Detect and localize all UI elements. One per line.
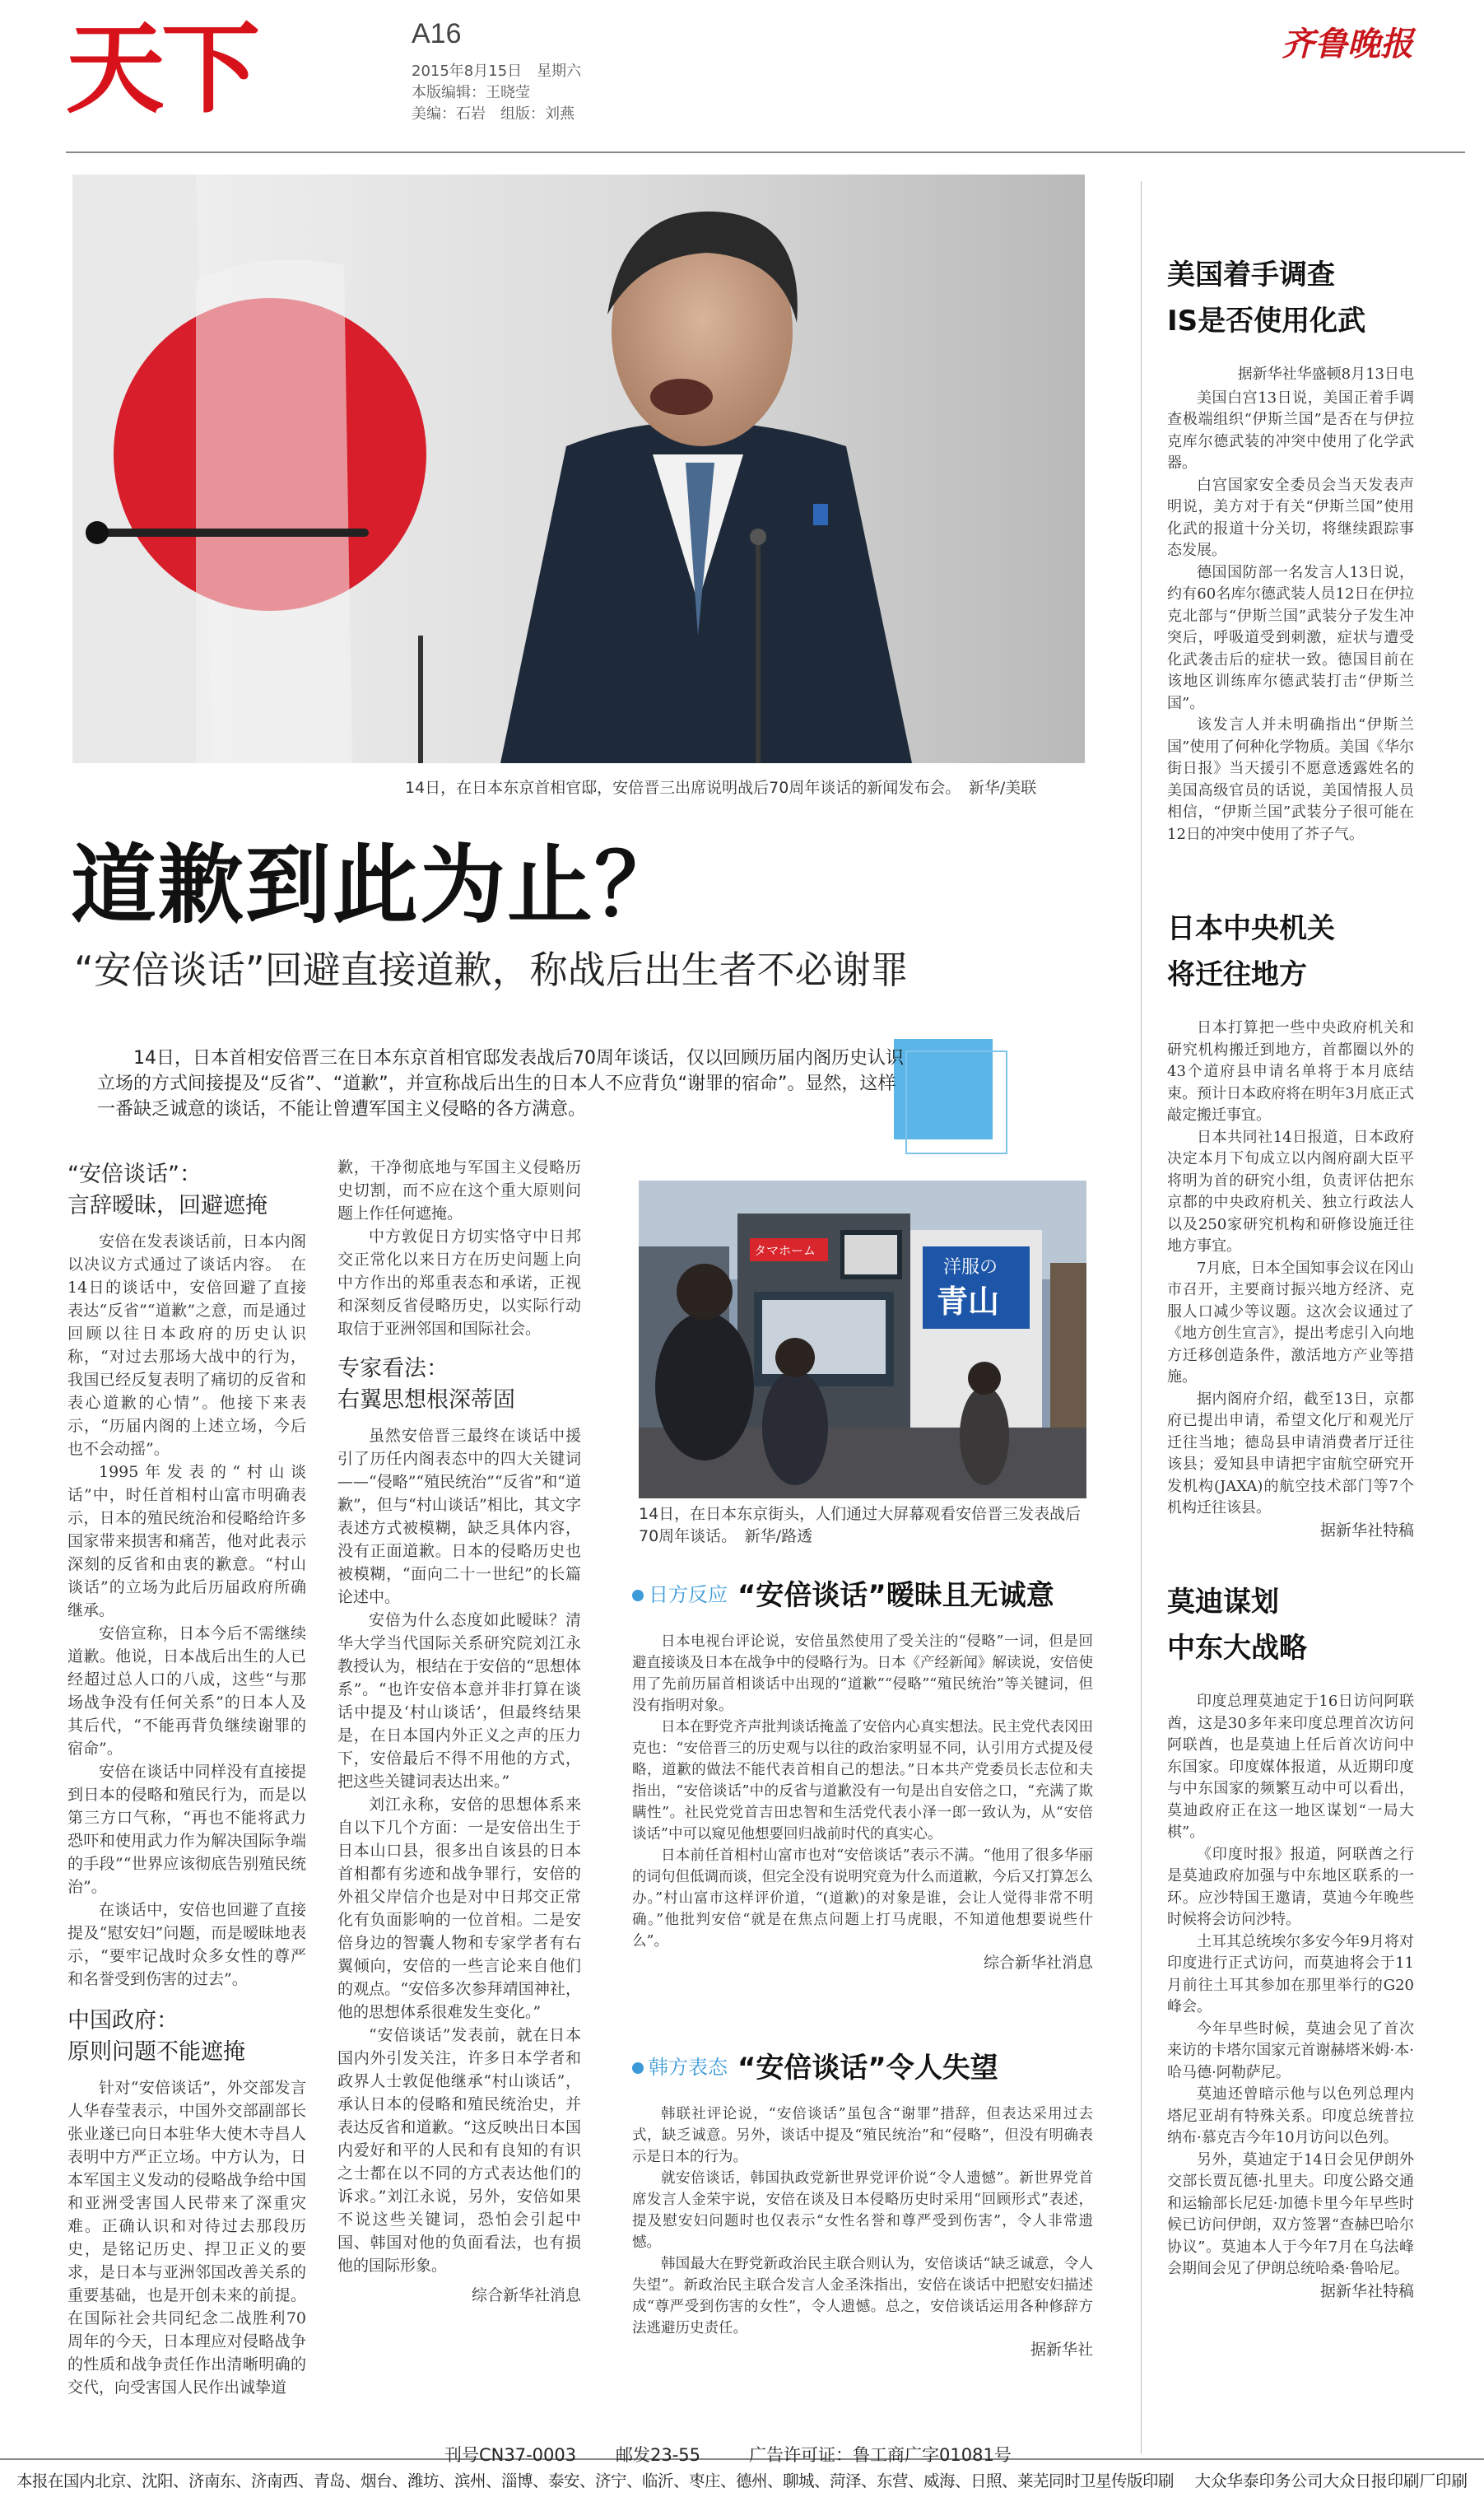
paragraph: 7月底，日本全国知事会议在冈山市召开，主要商讨振兴地方经济、克服人口减少等议题。这次会议通过了《地方创生宣言》，提出考虑引入向地方迁移创造条件，激活地方产业等措施。 xyxy=(1167,1259,1414,1386)
footer-rule xyxy=(0,2458,1484,2460)
korea-reaction-tag xyxy=(632,2051,728,2080)
paragraph: 日本共同社14日报道，日本政府决定本月下旬成立以内阁府副大臣平将明为首的研究小组，负责评估把东京都的中央政府机关、独立行政法人以及250家研究机构和研修设施迁往地方事宜。 xyxy=(1167,1128,1414,1255)
japan-reaction-header xyxy=(632,1572,1093,1613)
paragraph: 安倍为什么态度如此暧昧？清华大学当代国际关系研究院刘江永教授认为，根结在于安倍的“思想体系”。“也许安倍本意并非打算在谈话中提及‘村山谈话’，但最终结果是，在日本国内外正义之声的压力下，安倍最后不得不用他的方式，把这些关键词表达出来。” xyxy=(337,1611,581,1791)
paragraph: 日本前任首相村山富市也对“安倍谈话”表示不满。“他用了很多华丽的词句但低调而谈，但完全没有说明究竟为什么而道歉，今后又打算怎么办。”村山富市这样评价道，“(道歉)的对象是谁，会让人觉得非常不明确。”他批判安倍“就是在焦点问题上打马虎眼，不知道他想要说些什么”。 xyxy=(632,1847,1093,1950)
paragraph: 刘江永称，安倍的思想体系来自以下几个方面：一是安倍出生于日本山口县，很多出自该县的日本首相都有劣迹和战争罪行，安倍的外祖父岸信介也是对中日邦交正常化有负面影响的一位首相。二是安倍身边的智囊人物和专家学者有右翼倾向，安倍的一些言论来自他们的观点。“安倍多次参拜靖国神社，他的思想体系很难发生变化。” xyxy=(337,1796,581,2021)
korea-reaction xyxy=(632,2045,1093,2360)
paragraph: 安倍宣称，日本今后不需继续道歉。他说，日本战后出生的人已经超过总人口的八成，这些“与那场战争没有任何关系”的日本人及其后代，“不能再背负继续谢罪的宿命”。 xyxy=(67,1624,306,1758)
paragraph: 莫迪还曾暗示他与以色列总理内塔尼亚胡有特殊关系。印度总统普拉纳布·慕克吉今年10月访问以色列。 xyxy=(1167,2085,1414,2146)
sidebar-headline: 日本中央机关 xyxy=(1167,912,1335,945)
footer-issue: 刊号CN37-0003 xyxy=(444,2445,577,2465)
paragraph: 针对“安倍谈话”，外交部发言人华春莹表示，中国外交部副部长张业遂已向日本驻华大使木寺昌人表明中方严正立场。中方认为，日本军国主义发动的侵略战争给中国和亚洲受害国人民带来了深重灾难。正确认识和对待过去那段历史，是铭记历史、捍卫正义的要求，是日本与亚洲邻国改善关系的重要基础，也是开创未来的前提。在国际社会共同纪念二战胜利70周年的今天，日本理应对侵略战争的性质和战争责任作出清晰明确的交代，向受害国人民作出诚挚道 xyxy=(67,2079,306,2397)
sidebar-headline: 中东大战略 xyxy=(1167,1632,1307,1665)
main-photo-caption: 14日，在日本东京首相官邸，安倍晋三出席说明战后70周年谈话的新闻发布会。 新华/美联 xyxy=(405,779,1037,797)
paragraph: 安倍在谈话中同样没有直接提到日本的侵略和殖民行为，而是以第三方口气称，“再也不能将武力恐吓和使用武力作为解决国际争端的手段”“世界应该彻底告别殖民统治”。 xyxy=(67,1763,306,1896)
paragraph: 日本电视台评论说，安倍虽然使用了受关注的“侵略”一词，但是回避直接谈及日本在战争中的侵略行为。日本《产经新闻》解读说，安倍使用了先前历届首相谈话中出现的“道歉”“侵略”“殖民统治”等关键词，但没有指明对象。 xyxy=(632,1633,1093,1714)
subheadline: “安倍谈话”回避直接道歉，称战后出生者不必谢罪 xyxy=(74,948,909,992)
footer-ad-license: 广告许可证：鲁工商广字01081号 xyxy=(749,2445,1012,2465)
paragraph: 1995年发表的“村山谈话”中，时任首相村山富市明确表示，日本的殖民统治和侵略给许多国家带来损害和痛苦，他对此表示深刻的反省和由衷的歉意。“村山谈话”的立场为此后历届政府所确继承。 xyxy=(67,1463,306,1619)
sidebar-story-body xyxy=(1167,364,1414,846)
street-photo xyxy=(639,1181,1086,1498)
sidebar-story-body xyxy=(1167,1018,1414,1541)
footer-post: 邮发23-55 xyxy=(616,2445,701,2465)
dateline: 据新华社华盛顿8月13日电 xyxy=(1237,366,1414,383)
japan-reaction-tag xyxy=(632,1578,728,1607)
section-subheading: 右翼思想根深蒂固 xyxy=(337,1387,515,1413)
paragraph: 《印度时报》报道，阿联酋之行是莫迪政府加强与中东地区联系的一环。应沙特国王邀请，莫迪今年晚些时候将会访问沙特。 xyxy=(1167,1845,1414,1928)
paragraph: 美国白宫13日说，美国正着手调查极端组织“伊斯兰国”是否在与伊拉克库尔德武装的冲突中使用了化学武器。 xyxy=(1167,389,1414,472)
sidebar-story-3 xyxy=(1167,1579,1414,2302)
paragraph: “安倍谈话”发表前，就在日本国内外引发关注，许多日本学者和政界人士敦促他继承“村山谈话”，承认日本的侵略和殖民统治史，并表达反省和道歉。“这反映出日本国内爱好和平的人民和有良知的有识之士都在以不同的方式表达他们的诉求。”刘江永说，另外，安倍如果不说这些关键词，恐怕会引起中国、韩国对他的负面看法，也有损他的国际形象。 xyxy=(337,2026,581,2275)
editor-line: 本版编辑：王晓莹 xyxy=(412,84,530,101)
bullet-icon xyxy=(632,1590,644,1601)
article-column-2 xyxy=(337,1156,581,2307)
section-title: 天下 xyxy=(66,12,257,127)
decor-square-outline xyxy=(905,1051,1007,1154)
japan-reaction-title: “安倍谈话”暧昧且无诚意 xyxy=(737,1579,1054,1612)
japan-reaction-body xyxy=(632,1631,1093,1973)
main-photo-illustration xyxy=(72,175,1085,763)
section-heading: 中国政府： xyxy=(67,2008,179,2033)
paragraph: 在谈话中，安倍也回避了直接提及“慰安妇”问题，而是暧昧地表示，“要牢记战时众多女性的尊严和名誉受到伤害的过去”。 xyxy=(67,1901,306,1988)
sign-aoyama-text2: 青山 xyxy=(937,1283,1000,1320)
paragraph: 该发言人并未明确指出“伊斯兰国”使用了何种化学物质。美国《华尔街日报》当天援引不愿意透露姓名的美国高级官员的话说，美国情报人员相信，“伊斯兰国”武装分子很可能在12日的冲突中使用了芥子气。 xyxy=(1167,716,1414,843)
section-subheading: 原则问题不能遮掩 xyxy=(67,2039,245,2065)
headline: 道歉到此为止？ xyxy=(71,835,682,935)
paragraph: 土耳其总统埃尔多安今年9月将对印度进行正式访问，而莫迪将会于11月前往土耳其参加在那里举行的G20峰会。 xyxy=(1167,1932,1414,2015)
footer-printer: 大众华泰印务公司大众日报印刷厂印刷 xyxy=(1194,2471,1468,2490)
paragraph: 印度总理莫迪定于16日访问阿联酋，这是30多年来印度总理首次访问阿联酋，也是莫迪上任后首次访问中东国家。印度媒体报道，从近期印度与中东国家的频繁互动中可以看出，莫迪政府正在这一地区谋划“一局大棋”。 xyxy=(1167,1693,1414,1841)
byline: 综合新华社消息 xyxy=(983,1954,1093,1972)
article-column-1 xyxy=(67,1159,306,2399)
issue-date: 2015年8月15日 星期六 xyxy=(412,63,582,80)
korea-reaction-header xyxy=(632,2045,1093,2085)
newspaper-logo: 齐鲁晚报 xyxy=(1282,25,1413,63)
byline: 据新华社特稿 xyxy=(1319,2281,1414,2300)
paragraph: 就安倍谈话，韩国执政党新世界党评价说“令人遗憾”。新世界党首席发言人金荣宇说，安倍在谈及日本侵略历史时采用“回顾形式”表述，提及慰安妇问题时也仅表示“女性名誉和尊严受到伤害”，令人非常遗憾。 xyxy=(632,2170,1093,2251)
tag-text: 韩方表态 xyxy=(649,2056,728,2079)
street-photo-illustration xyxy=(639,1181,1086,1498)
lead-text: 14日，日本首相安倍晋三在日本东京首相官邸发表战后70周年谈话，仅以回顾历届内阁历史认识立场的方式间接提及“反省”、“道歉”，并宣称战后出生的日本人不应背负“谢罪的宿命”。显然，这样一番缺乏诚意的谈话，不能让曾遭军国主义侵略的各方满意。 xyxy=(97,1048,904,1120)
paragraph: 日本在野党齐声批判谈话掩盖了安倍内心真实想法。民主党代表冈田克也：“安倍晋三的历史观与以往的政治家明显不同，认引用方式提及侵略，道歉的做法不能代表首相自己的想法。”日本共产党委员长志位和夫指出，“安倍谈话”中的反省与道歉没有一句是出自安倍之口，“充满了欺瞒性”。社民党党首吉田忠智和生活党代表小泽一郎一致认为，从“安倍谈话”中可以窥见他想要回归战前时代的真实心。 xyxy=(632,1719,1093,1842)
masthead-rule xyxy=(66,151,1465,153)
street-photo-caption: 14日，在日本东京街头，人们通过大屏幕观看安倍晋三发表战后70周年谈话。 新华/路透 xyxy=(639,1505,1082,1545)
footer-print-sites: 本报在国内北京、沈阳、济南东、济南西、青岛、烟台、潍坊、滨州、淄博、泰安、济宁、临沂、枣庄、德州、聊城、菏泽、东营、威海、日照、莱芜同时卫星传版印刷 xyxy=(16,2471,1175,2490)
lead-paragraph xyxy=(97,1046,912,1122)
paragraph: 中方敦促日方切实恪守中日邦交正常化以来日方在历史问题上向中方作出的郑重表态和承诺，正视和深刻反省侵略历史，以实际行动取信于亚洲邻国和国际社会。 xyxy=(337,1228,581,1338)
sidebar-divider xyxy=(1141,181,1142,2453)
paragraph: 据内阁府介绍，截至13日，京都府已提出申请，希望文化厅和观光厅迁往当地；德岛县申请消费者厅迁往该县；爱知县申请把宇宙航空研究开发机构(JAXA)的航空技术部门等7个机构迁往该县。 xyxy=(1167,1390,1414,1516)
sidebar-story-2 xyxy=(1167,906,1414,1541)
section-subheading: 言辞暧昧，回避遮掩 xyxy=(67,1193,267,1218)
japan-reaction xyxy=(632,1572,1093,1973)
sidebar-headline: 将迁往地方 xyxy=(1167,958,1307,991)
sidebar-headline: 莫迪谋划 xyxy=(1167,1586,1279,1619)
paragraph: 韩联社评论说，“安倍谈话”虽包含“谢罪”措辞，但表达采用过去式，缺乏诚意。另外，谈话中提及“殖民统治”和“侵略”，但没有明确表示是日本的行为。 xyxy=(632,2106,1093,2165)
tag-text: 日方反应 xyxy=(649,1583,728,1606)
sign-tamahome-text: タマホーム xyxy=(754,1243,816,1258)
paragraph: 虽然安倍晋三最终在谈话中援引了历任内阁表态中的四大关键词——“侵略”“殖民统治”“反省”和“道歉”，但与“村山谈话”相比，其文字表述方式被模糊，缺乏具体内容，没有正面道歉。日本的侵略历史也被模糊，“面向二十一世纪”的长篇论述中。 xyxy=(337,1427,581,1606)
paragraph: 歉，干净彻底地与军国主义侵略历史切割，而不应在这个重大原则问题上作任何遮掩。 xyxy=(337,1158,581,1223)
sidebar-headline: IS是否使用化武 xyxy=(1167,305,1366,338)
masthead-meta xyxy=(412,61,581,125)
sign-aoyama-text1: 洋服の xyxy=(943,1257,998,1278)
korea-reaction-title: “安倍谈话”令人失望 xyxy=(737,2052,998,2085)
paragraph: 德国国防部一名发言人13日说，约有60名库尔德武装人员12日在伊拉克北部与“伊斯兰国”武装分子发生冲突后，呼吸道受到刺激，症状与遭受化武袭击后的症状一致。德国目前在该地区训练库尔德武装打击“伊斯兰国”。 xyxy=(1167,563,1414,712)
sidebar-story-1 xyxy=(1167,252,1414,846)
byline: 据新华社 xyxy=(1030,2341,1093,2359)
korea-reaction-body xyxy=(632,2103,1093,2360)
main-photo xyxy=(72,175,1085,763)
byline: 综合新华社消息 xyxy=(471,2286,581,2304)
section-heading: “安倍谈话”： xyxy=(67,1162,202,1187)
bullet-icon xyxy=(632,2062,644,2074)
paragraph: 另外，莫迪定于14日会见伊朗外交部长贾瓦德·扎里夫。印度公路交通和运输部长尼廷·加德卡里今年早些时候已访问伊朗，双方签署“查赫巴哈尔协议”。莫迪本人于今年7月在乌法峰会期间会见了伊朗总统哈桑·鲁哈尼。 xyxy=(1167,2150,1414,2277)
paragraph: 白宫国家安全委员会当天发表声明说，美方对于有关“伊斯兰国”使用化武的报道十分关切，将继续跟踪事态发展。 xyxy=(1167,476,1414,559)
paragraph: 日本打算把一些中央政府机关和研究机构搬迁到地方，首都圈以外的43个道府县申请名单将于本月底结束。预计日本政府将在明年3月底正式敲定搬迁事宜。 xyxy=(1167,1019,1414,1124)
paragraph: 韩国最大在野党新政治民主联合则认为，安倍谈话“缺乏诚意，令人失望”。新政治民主联合发言人金圣洙指出，安倍在谈话中把慰安妇描述成“尊严受到伤害的女性”，令人遗憾。总之，安倍谈话运用各种修辞方法逃避历史责任。 xyxy=(632,2256,1093,2336)
sidebar-headline: 美国着手调查 xyxy=(1167,259,1335,291)
page-number: A16 xyxy=(412,18,462,49)
paragraph: 安倍在发表谈话前，日本内阁以决议方式通过了谈话内容。 在14日的谈话中，安倍回避了直接表达“反省”“道歉”之意，而是通过回顾以往日本政府的历史认识称，“对过去那场大战中的行为，我国已经反复表明了痛切的反省和表心道歉的心情”。他接下来表示，“历届内阁的上述立场，今后也不会动摇”。 xyxy=(67,1232,306,1458)
design-line: 美编：石岩 组版：刘燕 xyxy=(412,105,575,123)
section-heading: 专家看法： xyxy=(337,1356,449,1381)
byline: 据新华社特稿 xyxy=(1319,1521,1414,1540)
paragraph: 今年早些时候，莫迪会见了首次来访的卡塔尔国家元首谢赫塔米姆·本·哈马德·阿勒萨尼。 xyxy=(1167,2020,1414,2081)
sidebar-story-body xyxy=(1167,1691,1414,2302)
